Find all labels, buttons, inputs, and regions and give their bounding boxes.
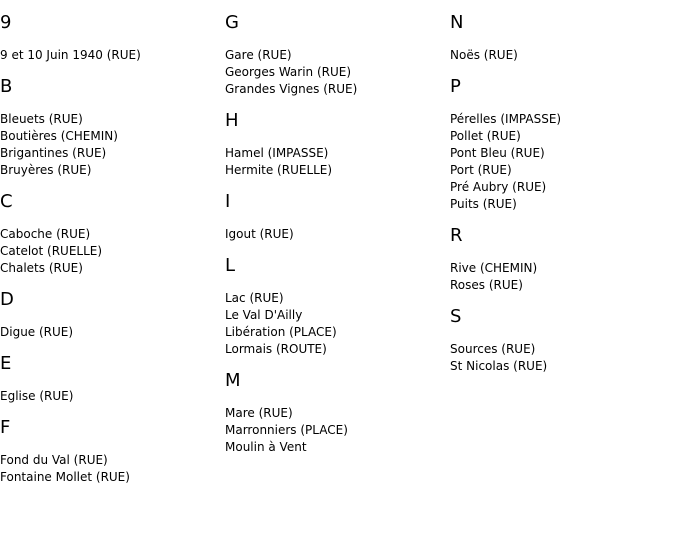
index-column-2 [225, 0, 450, 456]
street-link[interactable]: Marronniers (PLACE) [225, 423, 348, 437]
street-link[interactable]: Brigantines (RUE) [0, 146, 107, 160]
letter-group [225, 255, 450, 358]
letter-group [450, 12, 675, 64]
street-link[interactable]: Sources (RUE) [450, 342, 536, 356]
letter-heading: G [225, 12, 239, 33]
street-link[interactable]: Fontaine Mollet (RUE) [0, 470, 130, 484]
street-link[interactable]: Fond du Val (RUE) [0, 453, 108, 467]
street-link[interactable]: Grandes Vignes (RUE) [225, 82, 358, 96]
letter-group [225, 370, 450, 456]
street-link[interactable]: Pont Bleu (RUE) [450, 146, 545, 160]
letter-heading: M [225, 370, 241, 391]
street-link[interactable]: Pollet (RUE) [450, 129, 521, 143]
street-link[interactable]: Hermite (RUELLE) [225, 163, 333, 177]
letter-group [0, 353, 225, 405]
letter-heading: L [225, 255, 236, 276]
street-link[interactable]: Port (RUE) [450, 163, 512, 177]
letter-heading: P [450, 76, 461, 97]
letter-heading: S [450, 306, 462, 327]
street-link[interactable]: Puits (RUE) [450, 197, 517, 211]
letter-heading: H [225, 110, 239, 131]
letter-group [0, 417, 225, 486]
letter-group [0, 289, 225, 341]
street-link[interactable]: Catelot (RUELLE) [0, 244, 103, 258]
street-link[interactable]: Digue (RUE) [0, 325, 74, 339]
index-column-3 [450, 0, 675, 375]
street-link[interactable]: Rive (CHEMIN) [450, 261, 538, 275]
street-link[interactable]: Chalets (RUE) [0, 261, 83, 275]
street-link[interactable]: Mare (RUE) [225, 406, 293, 420]
letter-heading: R [450, 225, 463, 246]
letter-heading: N [450, 12, 464, 33]
letter-group [0, 12, 225, 64]
letter-group [0, 76, 225, 179]
street-link[interactable]: Hamel (IMPASSE) [225, 146, 329, 160]
street-link[interactable]: Gare (RUE) [225, 48, 292, 62]
street-link[interactable]: Boutières (CHEMIN) [0, 129, 118, 143]
letter-group [450, 76, 675, 213]
letter-heading: F [0, 417, 11, 438]
street-link[interactable]: 9 et 10 Juin 1940 (RUE) [0, 48, 141, 62]
street-link[interactable]: Roses (RUE) [450, 278, 523, 292]
street-link[interactable]: Lormais (ROUTE) [225, 342, 327, 356]
street-link[interactable]: Le Val D'Ailly [225, 308, 303, 322]
street-link[interactable]: Georges Warin (RUE) [225, 65, 352, 79]
letter-heading: B [0, 76, 13, 97]
letter-heading: D [0, 289, 14, 310]
street-link[interactable]: Eglise (RUE) [0, 389, 74, 403]
letter-heading: 9 [0, 12, 12, 33]
letter-group [225, 12, 450, 98]
letter-group [450, 225, 675, 294]
street-link[interactable]: Caboche (RUE) [0, 227, 91, 241]
street-link[interactable]: Bleuets (RUE) [0, 112, 83, 126]
letter-heading: I [225, 191, 231, 212]
street-link[interactable]: Pré Aubry (RUE) [450, 180, 547, 194]
street-link[interactable]: Libération (PLACE) [225, 325, 337, 339]
street-link[interactable]: Lac (RUE) [225, 291, 284, 305]
letter-group [225, 110, 450, 179]
letter-group [0, 191, 225, 277]
letter-group [225, 191, 450, 243]
street-link[interactable]: Moulin à Vent [225, 440, 307, 454]
letter-heading: E [0, 353, 12, 374]
street-link[interactable]: St Nicolas (RUE) [450, 359, 548, 373]
letter-heading: C [0, 191, 13, 212]
street-link[interactable]: Igout (RUE) [225, 227, 294, 241]
street-link[interactable]: Noës (RUE) [450, 48, 518, 62]
index-column-1 [0, 0, 225, 486]
street-link[interactable]: Bruyères (RUE) [0, 163, 92, 177]
street-link[interactable]: Pérelles (IMPASSE) [450, 112, 562, 126]
letter-group [450, 306, 675, 375]
